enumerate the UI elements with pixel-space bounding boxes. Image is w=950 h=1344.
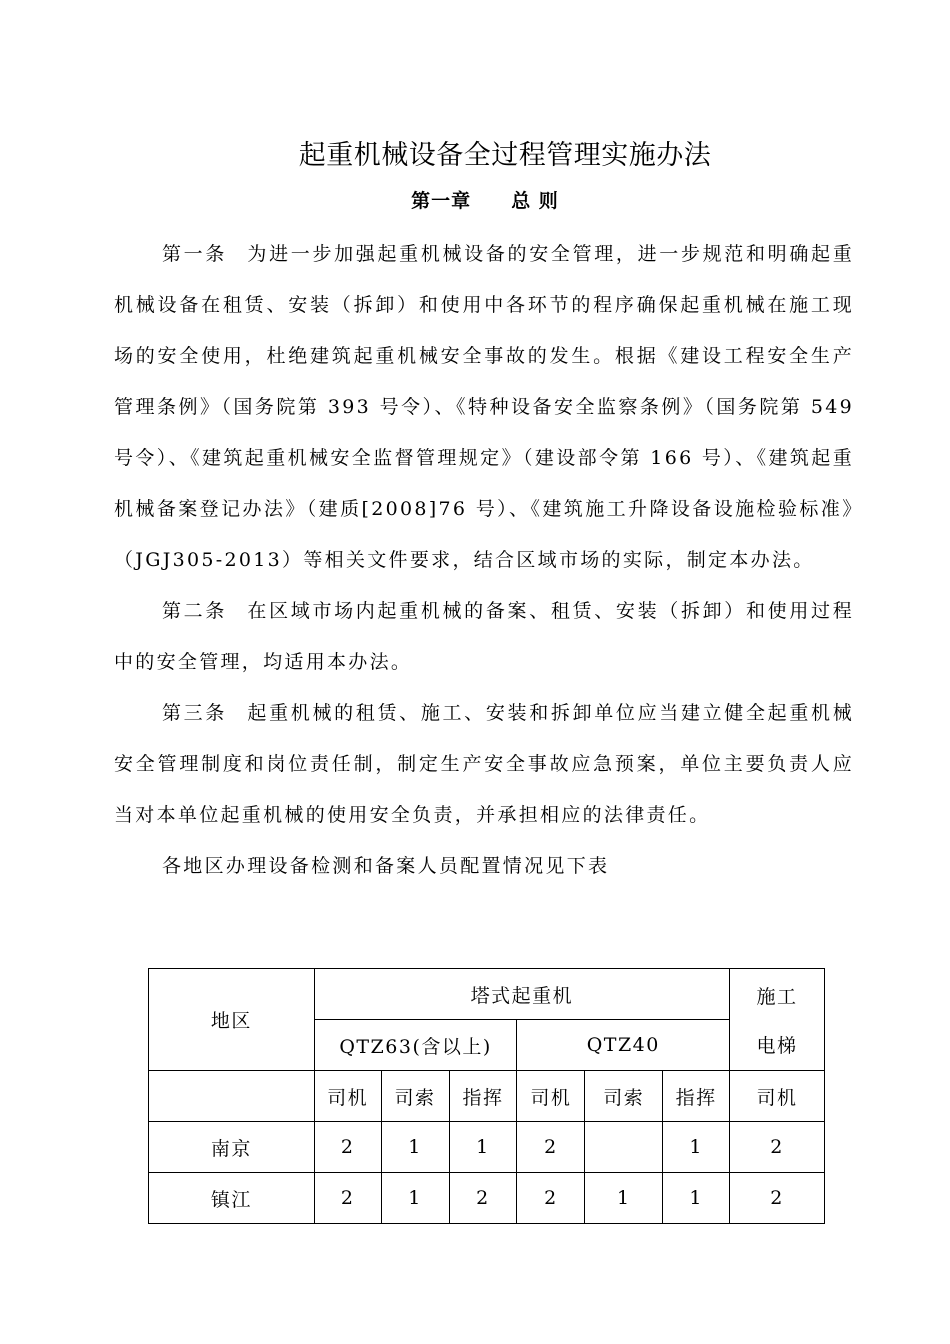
table-header-row (149, 969, 825, 1020)
table-cell (149, 1071, 315, 1122)
table-cell: 2 (517, 1173, 585, 1224)
article-text: 为进一步加强起重机械设备的安全管理，进一步规范和明确起重机械设备在租赁、安装（拆卸）和使用中各环节的程序确保起重机械在施工现场的安全使用，杜绝建筑起重机械安全事故的发生。根据《建设工程安全生产管理条例》（国务院第 393 号令）、《特种设备安全监察条例》（国务院第 549 号令）、《建筑起重机械安全监督管理规定》（建设部令第 166 号）、《建筑起重机械备案登记办法》（建质[2008]76 号）、《建筑施工升降设备设施检验标准》（JGJ305-2013）等相关文件要求，结合区域市场的实际，制定本办法。 (114, 243, 854, 571)
article-text: 在区域市场内起重机械的备案、租赁、安装（拆卸）和使用过程中的安全管理，均适用本办法。 (114, 600, 854, 673)
role-header: 司索 (381, 1071, 449, 1122)
tower-crane-header: 塔式起重机 (314, 969, 729, 1020)
chapter-heading (0, 186, 950, 213)
document-body (114, 229, 854, 892)
article-label: 第三条 (162, 702, 228, 724)
qtz63-header: QTZ63(含以上) (314, 1020, 517, 1071)
chapter-number: 第一章 (411, 190, 472, 212)
chapter-name: 总 则 (511, 190, 559, 212)
table-row (149, 1173, 825, 1224)
role-header: 指挥 (449, 1071, 517, 1122)
table-cell: 1 (449, 1122, 517, 1173)
table-cell: 1 (663, 1122, 730, 1173)
table-intro: 各地区办理设备检测和备案人员配置情况见下表 (162, 855, 610, 877)
article-label: 第一条 (162, 243, 228, 265)
article-label: 第二条 (162, 600, 228, 622)
table-cell: 1 (663, 1173, 730, 1224)
role-header: 司索 (585, 1071, 663, 1122)
role-header: 司机 (730, 1071, 825, 1122)
region-header: 地区 (149, 969, 315, 1071)
article-1 (114, 229, 854, 586)
elevator-header (730, 969, 825, 1071)
staffing-table (148, 968, 825, 1224)
table-cell: 2 (730, 1173, 825, 1224)
qtz40-header: QTZ40 (517, 1020, 730, 1071)
table-cell: 2 (314, 1173, 381, 1224)
table-cell: 1 (381, 1122, 449, 1173)
elevator-header-line2: 电梯 (756, 1034, 798, 1057)
elevator-header-line1: 施工 (756, 985, 798, 1008)
role-header: 司机 (314, 1071, 381, 1122)
region-cell: 镇江 (149, 1173, 315, 1224)
role-header: 司机 (517, 1071, 585, 1122)
table-row (149, 1122, 825, 1173)
article-3 (114, 688, 854, 841)
document-title: 起重机械设备全过程管理实施办法 (298, 140, 712, 171)
table-cell: 2 (517, 1122, 585, 1173)
table-cell: 1 (381, 1173, 449, 1224)
article-2 (114, 586, 854, 688)
region-cell: 南京 (149, 1122, 315, 1173)
role-header: 指挥 (663, 1071, 730, 1122)
table-cell: 2 (730, 1122, 825, 1173)
table-cell: 1 (585, 1173, 663, 1224)
table-cell (585, 1122, 663, 1173)
table-role-row (149, 1071, 825, 1122)
table-cell: 2 (449, 1173, 517, 1224)
table-cell: 2 (314, 1122, 381, 1173)
article-text: 起重机械的租赁、施工、安装和拆卸单位应当建立健全起重机械安全管理制度和岗位责任制，制定生产安全事故应急预案，单位主要负责人应当对本单位起重机械的使用安全负责，并承担相应的法律责任。 (114, 702, 854, 826)
